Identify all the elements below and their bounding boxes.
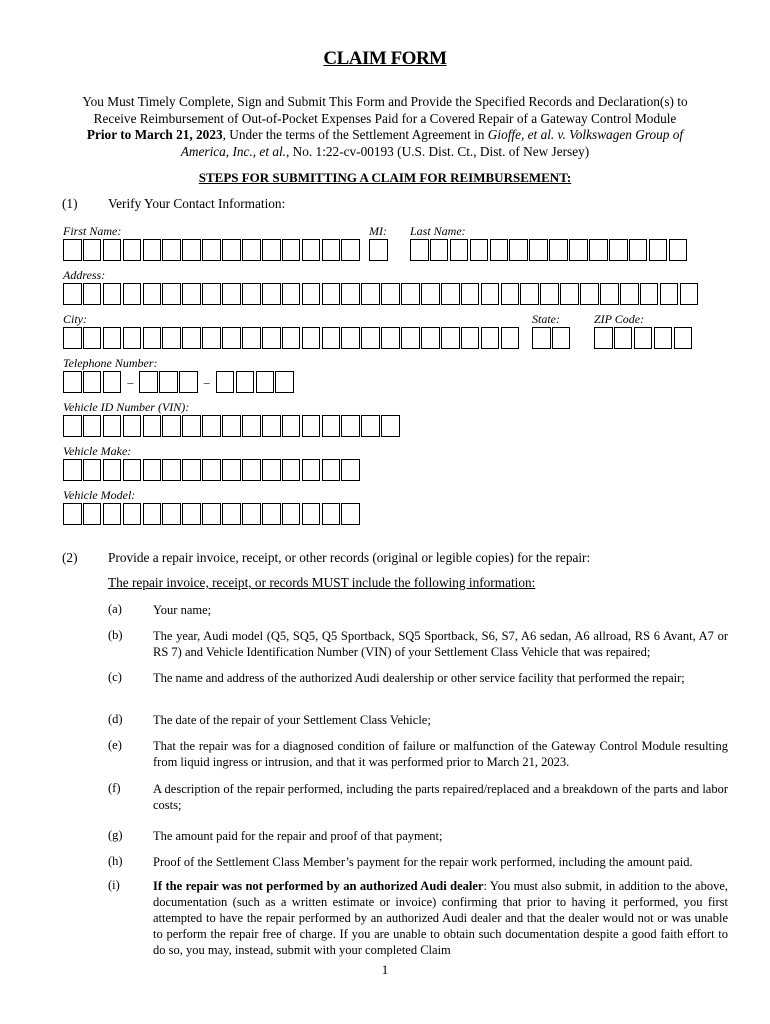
- char-box[interactable]: [202, 239, 221, 261]
- char-box[interactable]: [236, 371, 255, 393]
- intro-line-3: , Under the terms of the Settlement Agreement in: [222, 127, 488, 142]
- char-box[interactable]: [302, 503, 321, 525]
- char-box[interactable]: [216, 371, 235, 393]
- list-item: The name and address of the authorized Audi dealership or other service facility that performed the repair;: [153, 671, 685, 685]
- char-box[interactable]: [322, 283, 341, 305]
- char-box[interactable]: [143, 327, 162, 349]
- char-box[interactable]: [123, 415, 142, 437]
- char-box[interactable]: [649, 239, 668, 261]
- char-box[interactable]: [63, 327, 82, 349]
- telephone-label: Telephone Number:: [63, 356, 158, 370]
- char-box[interactable]: [282, 283, 301, 305]
- phone-dash: –: [127, 375, 134, 389]
- char-box[interactable]: [282, 503, 301, 525]
- char-box[interactable]: [302, 239, 321, 261]
- vehicle-make-label: Vehicle Make:: [63, 444, 132, 458]
- zip-field[interactable]: [594, 327, 692, 349]
- char-box[interactable]: [162, 239, 181, 261]
- char-box[interactable]: [182, 283, 201, 305]
- char-box[interactable]: [103, 327, 122, 349]
- char-box[interactable]: [143, 503, 162, 525]
- first-name-field[interactable]: [63, 239, 360, 261]
- mi-field[interactable]: [369, 239, 388, 261]
- char-box[interactable]: [481, 327, 500, 349]
- list-item: The year, Audi model (Q5, SQ5, Q5 Sportback, SQ5 Sportback, S6, S7, A6 sedan, A6 allroad, RS 6 Avant, A7 or RS 7) and Vehicle Identification Number (VIN) of your Settlement Class Vehicle that was repaired;: [153, 629, 728, 659]
- state-field[interactable]: [532, 327, 570, 349]
- intro-deadline: Prior to March 21, 2023: [86, 127, 223, 142]
- char-box[interactable]: [83, 459, 102, 481]
- char-box[interactable]: [529, 239, 548, 261]
- char-box[interactable]: [222, 327, 241, 349]
- char-box[interactable]: [634, 327, 653, 349]
- step1-text: Verify Your Contact Information:: [108, 196, 286, 211]
- char-box[interactable]: [139, 371, 158, 393]
- char-box[interactable]: [341, 415, 360, 437]
- telephone-field[interactable]: [63, 371, 294, 393]
- char-box[interactable]: [552, 327, 571, 349]
- char-box[interactable]: [640, 283, 659, 305]
- char-box[interactable]: [242, 239, 261, 261]
- char-box[interactable]: [381, 327, 400, 349]
- phone-prefix[interactable]: [139, 371, 197, 393]
- last-name-field[interactable]: [410, 239, 687, 261]
- char-box[interactable]: [182, 415, 201, 437]
- char-box[interactable]: [680, 283, 699, 305]
- char-box[interactable]: [83, 283, 102, 305]
- char-box[interactable]: [369, 239, 388, 261]
- item-i-bold: If the repair was not performed by an authorized Audi dealer: [153, 879, 484, 893]
- item-letter: (g): [108, 828, 123, 842]
- char-box[interactable]: [341, 327, 360, 349]
- char-box[interactable]: [381, 415, 400, 437]
- char-box[interactable]: [322, 503, 341, 525]
- char-box[interactable]: [322, 459, 341, 481]
- phone-line-number[interactable]: [216, 371, 294, 393]
- char-box[interactable]: [609, 239, 628, 261]
- step2-number: (2): [62, 550, 78, 565]
- char-box[interactable]: [361, 327, 380, 349]
- list-item: A description of the repair performed, including the parts repaired/replaced and a breakdown of the parts and labor costs;: [153, 782, 728, 812]
- char-box[interactable]: [202, 327, 221, 349]
- char-box[interactable]: [509, 239, 528, 261]
- intro-case-name: Gioffe, et al. v. Volkswagen Group of: [487, 127, 684, 142]
- char-box[interactable]: [103, 503, 122, 525]
- char-box[interactable]: [162, 415, 181, 437]
- char-box[interactable]: [103, 239, 122, 261]
- vehicle-model-field[interactable]: [63, 503, 360, 525]
- item-letter: (e): [108, 738, 122, 752]
- char-box[interactable]: [302, 327, 321, 349]
- city-label: City:: [63, 312, 87, 326]
- char-box[interactable]: [63, 415, 82, 437]
- char-box[interactable]: [669, 239, 688, 261]
- step2-text: Provide a repair invoice, receipt, or other records (original or legible copies) for the repair:: [108, 550, 591, 565]
- char-box[interactable]: [143, 239, 162, 261]
- char-box[interactable]: [83, 371, 102, 393]
- char-box[interactable]: [470, 239, 489, 261]
- char-box[interactable]: [83, 327, 102, 349]
- char-box[interactable]: [162, 503, 181, 525]
- last-name-label: Last Name:: [410, 224, 466, 238]
- char-box[interactable]: [103, 459, 122, 481]
- list-item: The amount paid for the repair and proof of that payment;: [153, 829, 443, 843]
- char-box[interactable]: [450, 239, 469, 261]
- char-box[interactable]: [322, 239, 341, 261]
- char-box[interactable]: [222, 503, 241, 525]
- char-box[interactable]: [63, 371, 82, 393]
- char-box[interactable]: [262, 283, 281, 305]
- char-box[interactable]: [654, 327, 673, 349]
- char-box[interactable]: [461, 283, 480, 305]
- char-box[interactable]: [381, 283, 400, 305]
- char-box[interactable]: [83, 503, 102, 525]
- char-box[interactable]: [63, 459, 82, 481]
- char-box[interactable]: [143, 283, 162, 305]
- list-item: Proof of the Settlement Class Member’s payment for the repair work performed, including the amount paid.: [153, 855, 693, 869]
- item-letter: (c): [108, 670, 122, 684]
- char-box[interactable]: [282, 327, 301, 349]
- intro-line-2: Receive Reimbursement of Out-of-Pocket Expenses Paid for a Covered Repair of a Gateway Control Module: [93, 110, 677, 126]
- city-field[interactable]: [63, 327, 519, 349]
- char-box[interactable]: [674, 327, 693, 349]
- char-box[interactable]: [560, 283, 579, 305]
- intro-paragraph: [60, 94, 710, 160]
- char-box[interactable]: [322, 415, 341, 437]
- char-box[interactable]: [123, 283, 142, 305]
- char-box[interactable]: [63, 239, 82, 261]
- char-box[interactable]: [83, 415, 102, 437]
- page-number: 1: [381, 962, 389, 977]
- phone-area-code[interactable]: [63, 371, 121, 393]
- char-box[interactable]: [143, 415, 162, 437]
- state-label: State:: [532, 312, 560, 326]
- char-box[interactable]: [182, 239, 201, 261]
- item-letter: (h): [108, 854, 123, 868]
- char-box[interactable]: [123, 503, 142, 525]
- char-box[interactable]: [620, 283, 639, 305]
- char-box[interactable]: [202, 415, 221, 437]
- char-box[interactable]: [262, 239, 281, 261]
- char-box[interactable]: [361, 415, 380, 437]
- char-box[interactable]: [430, 239, 449, 261]
- char-box[interactable]: [660, 283, 679, 305]
- char-box[interactable]: [410, 239, 429, 261]
- char-box[interactable]: [302, 415, 321, 437]
- first-name-label: First Name:: [63, 224, 122, 238]
- char-box[interactable]: [103, 371, 122, 393]
- char-box[interactable]: [501, 327, 520, 349]
- step1-number: (1): [62, 196, 78, 211]
- char-box[interactable]: [123, 239, 142, 261]
- char-box[interactable]: [461, 327, 480, 349]
- char-box[interactable]: [83, 239, 102, 261]
- char-box[interactable]: [179, 371, 198, 393]
- char-box[interactable]: [103, 415, 122, 437]
- char-box[interactable]: [242, 327, 261, 349]
- vin-field[interactable]: [63, 415, 400, 437]
- char-box[interactable]: [614, 327, 633, 349]
- intro-line-1: You Must Timely Complete, Sign and Submit This Form and Provide the Specified Records and Declaration(s) to: [82, 94, 688, 109]
- char-box[interactable]: [262, 459, 281, 481]
- list-item: Your name;: [153, 603, 212, 617]
- char-box[interactable]: [421, 327, 440, 349]
- char-box[interactable]: [490, 239, 509, 261]
- char-box[interactable]: [275, 371, 294, 393]
- char-box[interactable]: [242, 503, 261, 525]
- char-box[interactable]: [143, 459, 162, 481]
- char-box[interactable]: [242, 459, 261, 481]
- steps-heading: STEPS FOR SUBMITTING A CLAIM FOR REIMBURSEMENT:: [198, 170, 572, 185]
- item-letter: (f): [108, 781, 121, 795]
- address-label: Address:: [63, 268, 106, 282]
- char-box[interactable]: [594, 327, 613, 349]
- char-box[interactable]: [629, 239, 648, 261]
- char-box[interactable]: [341, 503, 360, 525]
- char-box[interactable]: [549, 239, 568, 261]
- item-letter: (d): [108, 712, 123, 726]
- char-box[interactable]: [520, 283, 539, 305]
- char-box[interactable]: [361, 283, 380, 305]
- char-box[interactable]: [540, 283, 559, 305]
- char-box[interactable]: [421, 283, 440, 305]
- zip-label: ZIP Code:: [594, 312, 645, 326]
- char-box[interactable]: [256, 371, 275, 393]
- char-box[interactable]: [341, 239, 360, 261]
- char-box[interactable]: [532, 327, 551, 349]
- char-box[interactable]: [441, 327, 460, 349]
- char-box[interactable]: [162, 327, 181, 349]
- char-box[interactable]: [262, 503, 281, 525]
- char-box[interactable]: [600, 283, 619, 305]
- char-box[interactable]: [481, 283, 500, 305]
- char-box[interactable]: [182, 327, 201, 349]
- list-item: [153, 878, 728, 958]
- mi-label: MI:: [369, 224, 387, 238]
- item-letter: (i): [108, 878, 120, 892]
- char-box[interactable]: [302, 459, 321, 481]
- char-box[interactable]: [202, 503, 221, 525]
- char-box[interactable]: [589, 239, 608, 261]
- char-box[interactable]: [182, 459, 201, 481]
- vin-label: Vehicle ID Number (VIN):: [63, 400, 190, 414]
- char-box[interactable]: [302, 283, 321, 305]
- char-box[interactable]: [282, 415, 301, 437]
- phone-dash: –: [203, 375, 210, 389]
- char-box[interactable]: [202, 283, 221, 305]
- char-box[interactable]: [222, 239, 241, 261]
- step2-subheading: The repair invoice, receipt, or records MUST include the following information:: [108, 575, 536, 590]
- char-box[interactable]: [182, 503, 201, 525]
- char-box[interactable]: [123, 327, 142, 349]
- char-box[interactable]: [242, 415, 261, 437]
- char-box[interactable]: [123, 459, 142, 481]
- form-title: CLAIM FORM: [323, 48, 447, 69]
- intro-case-number: , No. 1:22-cv-00193 (U.S. Dist. Ct., Dist. of New Jersey): [286, 143, 590, 159]
- char-box[interactable]: [222, 415, 241, 437]
- char-box[interactable]: [282, 239, 301, 261]
- char-box[interactable]: [282, 459, 301, 481]
- address-field[interactable]: [63, 283, 698, 305]
- char-box[interactable]: [103, 283, 122, 305]
- char-box[interactable]: [159, 371, 178, 393]
- list-item: That the repair was for a diagnosed condition of failure or malfunction of the Gateway Control Module resulting from liquid ingress or intrusion, and that it was performed prior to March 21, 2023.: [153, 739, 728, 769]
- char-box[interactable]: [501, 283, 520, 305]
- vehicle-make-field[interactable]: [63, 459, 360, 481]
- char-box[interactable]: [580, 283, 599, 305]
- item-i-text: : You must also submit, in addition to the above, documentation (such as a written estimate or invoice) confirming that prior to having it performed, you first attempted to have the repair performed by an authorized Audi dealer and that the dealer would not or was unable to perform the repair free of charge. If you are unable to obtain such documentation despite a good faith effort to do so, you may, instead, submit with your completed Claim: [153, 879, 729, 957]
- char-box[interactable]: [63, 283, 82, 305]
- char-box[interactable]: [242, 283, 261, 305]
- char-box[interactable]: [341, 283, 360, 305]
- char-box[interactable]: [441, 283, 460, 305]
- char-box[interactable]: [262, 327, 281, 349]
- item-letter: (a): [108, 602, 122, 616]
- char-box[interactable]: [401, 327, 420, 349]
- intro-case-name-cont: America, Inc., et al.: [180, 143, 286, 159]
- list-item: The date of the repair of your Settlement Class Vehicle;: [153, 713, 431, 727]
- char-box[interactable]: [162, 459, 181, 481]
- char-box[interactable]: [262, 415, 281, 437]
- char-box[interactable]: [222, 283, 241, 305]
- char-box[interactable]: [63, 503, 82, 525]
- char-box[interactable]: [569, 239, 588, 261]
- char-box[interactable]: [401, 283, 420, 305]
- item-letter: (b): [108, 628, 123, 642]
- char-box[interactable]: [202, 459, 221, 481]
- char-box[interactable]: [341, 459, 360, 481]
- vehicle-model-label: Vehicle Model:: [63, 488, 136, 502]
- char-box[interactable]: [322, 327, 341, 349]
- char-box[interactable]: [162, 283, 181, 305]
- char-box[interactable]: [222, 459, 241, 481]
